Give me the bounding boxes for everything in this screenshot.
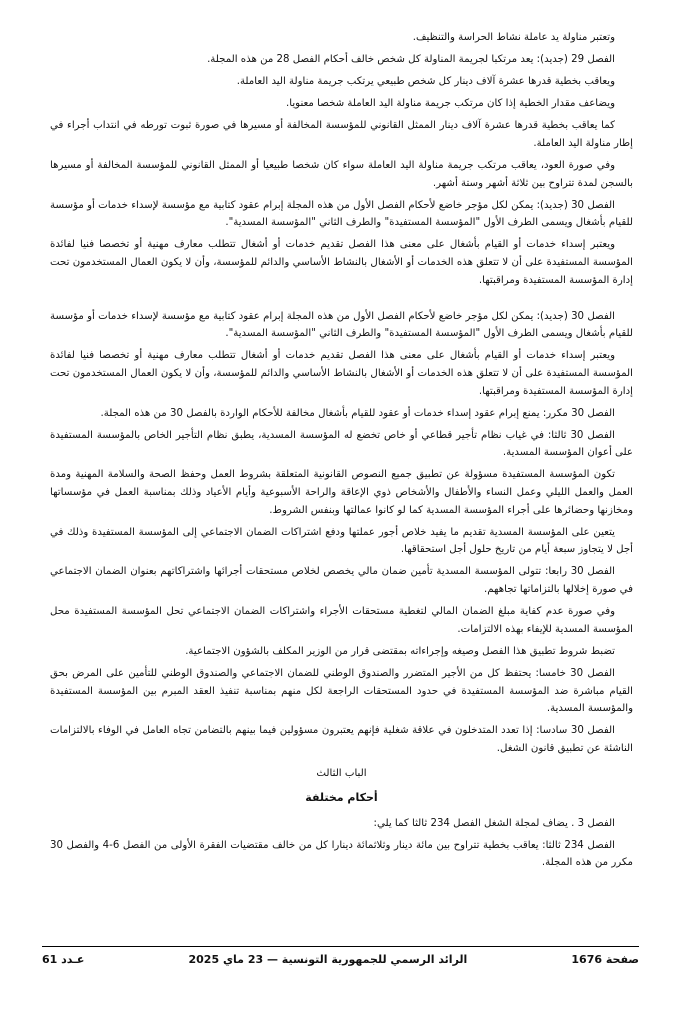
issue-number: عـدد 61 xyxy=(42,953,85,966)
paragraph: ويعاقب بخطية قدرها عشرة آلاف دينار كل شخص طبيعي يرتكب جريمة مناولة اليد العاملة. xyxy=(236,76,615,88)
section-title: أحكام مختلفة xyxy=(305,790,378,804)
paragraph: ويعتبر إسداء خدمات أو القيام بأشغال على معنى هذا الفصل تقديم خدمات أو أشغال تتطلب معارف مهنية أو تخصصا فنيا لفائدة المؤسسة المستفيدة على أن لا تتعلق هذه الخدمات أو الأشغال بالنشاط الأساسي والدائم للمؤسسة، وأن لا يكون العمال المستخدمون تحت إدارة المؤسسة المستفيدة ومراقبتها. xyxy=(50,239,633,286)
paragraph: ويعتبر إسداء خدمات أو القيام بأشغال على معنى هذا الفصل تقديم خدمات أو أشغال تتطلب معارف مهنية أو تخصصا فنيا لفائدة المؤسسة المستفيدة على أن لا تتعلق هذه الخدمات أو الأشغال بالنشاط الأساسي والدائم للمؤسسة، وأن لا يكون العمال المستخدمون تحت إدارة المؤسسة المستفيدة ومراقبتها. xyxy=(50,350,633,397)
paragraph: تكون المؤسسة المستفيدة مسؤولة عن تطبيق جميع النصوص القانونية المتعلقة بشروط العمل وحفظ الصحة والسلامة المهنية ومدة العمل والعمل الليلي وعمل النساء والأطفال والأشخاص ذوي الإعاقة والراحة الأسبوعية وأيام الأعياد وذلك بمناسبة العمل في مؤسساتها ومخازنها وحضائرها على أجراء المؤسسة المسدية كما لو كانوا عمالتها وبنفس الشروط. xyxy=(50,469,633,516)
paragraph: الفصل 234 ثالثا: يعاقب بخطية تتراوح بين مائة دينار وثلاثمائة دينارا كل من خالف مقتضيات الفقرة الأولى من الفصل 6-4 والفصل 30 مكرر من هذه المجلة. xyxy=(50,839,633,869)
page-footer xyxy=(42,946,639,969)
paragraph: الفصل 3 . يضاف لمجلة الشغل الفصل 234 ثالثا كما يلي: xyxy=(373,817,615,829)
paragraph-gap xyxy=(50,294,633,308)
paragraph: الفصل 30 خامسا: يحتفظ كل من الأجير المتضرر والصندوق الوطني للضمان الاجتماعي والصندوق الوطني للتأمين على المرض بحق القيام مباشرة ضد المؤسسة المستفيدة في حدود المستحقات الراجعة لكل منهم بمناسبة تنفيذ العقد المبرم بين المؤسسة المستفيدة والمؤسسة المسدية. xyxy=(50,667,633,715)
paragraph: الفصل 30 (جديد): يمكن لكل مؤجر خاضع لأحكام الفصل الأول من هذه المجلة إبرام عقود كتابية مع مؤسسة لإسداء خدمات أو مؤسسة للقيام بأشغال ويسمى الطرف الأول "المؤسسة المستفيدة" والطرف الثاني "المؤسسة المسدية". xyxy=(50,199,633,229)
paragraph: كما يعاقب بخطية قدرها عشرة آلاف دينار الممثل القانوني للمؤسسة المخالفة أو مسيرها في صورة ثبوت تورطه في انتداب أجراء في إطار مناولة اليد العاملة. xyxy=(50,120,633,149)
paragraph: الفصل 30 رابعا: تتولى المؤسسة المسدية تأمين ضمان مالي يخصص لخلاص مستحقات أجرائها واشتراكاتهم بعنوان الضمان الاجتماعي في صورة إخلالها بالتزاماتها تجاههم. xyxy=(50,566,633,596)
paragraph: الفصل 30 (جديد): يمكن لكل مؤجر خاضع لأحكام الفصل الأول من هذه المجلة إبرام عقود كتابية مع مؤسسة لإسداء خدمات أو مؤسسة للقيام بأشغال ويسمى الطرف الأول "المؤسسة المستفيدة" والطرف الثاني "المؤسسة المسدية". xyxy=(50,310,633,340)
paragraph: الفصل 30 سادسا: إذا تعدد المتدخلون في علاقة شغلية فإنهم يعتبرون مسؤولين فيما بينهم بالتضامن تجاه العامل في الوفاء بالالتزامات الناشئة عن تطبيق قانون الشغل. xyxy=(50,725,633,754)
page-number: صفحة 1676 xyxy=(571,953,639,966)
paragraph: وفي صورة العود، يعاقب مرتكب جريمة مناولة اليد العاملة سواء كان شخصا طبيعيا أو الممثل القانوني للمؤسسة المخالفة أو مسيرها بالسجن لمدة تتراوح بين ثلاثة أشهر وستة أشهر. xyxy=(50,160,633,189)
journal-title: الرائد الرسمي للجمهورية التونسية — 23 ماي 2025 xyxy=(188,953,468,966)
paragraph: وتعتبر مناولة يد عاملة نشاط الحراسة والتنظيف. xyxy=(412,32,615,43)
paragraph: الفصل 29 (جديد): يعد مرتكبا لجريمة المناولة كل شخص خالف أحكام الفصل 28 من هذه المجلة. xyxy=(207,54,615,66)
paragraph: وفي صورة عدم كفاية مبلغ الضمان المالي لتغطية مستحقات الأجراء واشتراكات الضمان الاجتماعي تحل المؤسسة المستفيدة محل المؤسسة المسدية للإيفاء بهذه الالتزامات. xyxy=(50,606,633,635)
paragraph: يتعين على المؤسسة المسدية تقديم ما يفيد خلاص أجور عملتها ودفع اشتراكات الضمان الاجتماعي إلى المؤسسة المستفيدة وذلك في أجل لا يتجاوز سبعة أيام من تاريخ حلول أجل استحقاقها. xyxy=(50,526,633,556)
paragraph: الفصل 30 ثالثا: في غياب نظام تأجير قطاعي أو خاص تخضع له المؤسسة المسدية، يطبق نظام التأجير الخاص بالمؤسسة المستفيدة على أعوان المؤسسة المسدية. xyxy=(50,429,633,459)
paragraph: الفصل 30 مكرر: يمنع إبرام عقود إسداء خدمات أو عقود للقيام بأشغال مخالفة للأحكام الواردة بالفصل 30 من هذه المجلة. xyxy=(100,407,615,419)
paragraph: ويضاعف مقدار الخطية إذا كان مرتكب جريمة مناولة اليد العاملة شخصا معنويا. xyxy=(286,98,615,110)
book-heading: الباب الثالث xyxy=(316,768,367,780)
paragraph: تضبط شروط تطبيق هذا الفصل وصيغه وإجراءاته بمقتضى قرار من الوزير المكلف بالشؤون الاجتماعية. xyxy=(185,645,615,657)
